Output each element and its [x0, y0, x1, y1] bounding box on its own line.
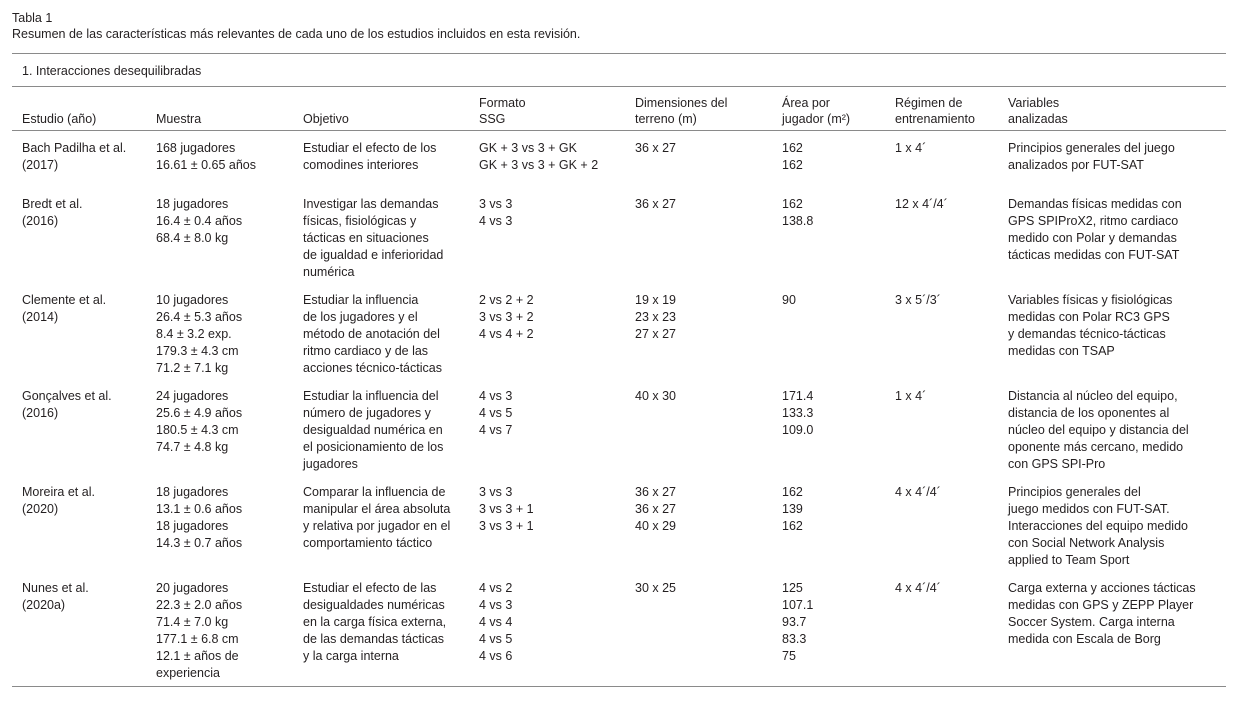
cell-area: 171.4 133.3 109.0 — [782, 389, 814, 437]
cell-regimen: 1 x 4´ — [895, 141, 927, 155]
cell-estudio: Moreira et al. (2020) — [22, 485, 95, 516]
cell-estudio: Nunes et al. (2020a) — [22, 581, 89, 612]
cell-formato: 2 vs 2 + 2 3 vs 3 + 2 4 vs 4 + 2 — [479, 293, 534, 341]
cell-variables: Principios generales del juego analizados por FUT-SAT — [1008, 141, 1175, 172]
cell-objetivo: Estudiar el efecto de los comodines interiores — [303, 141, 437, 172]
cell-area: 162 138.8 — [782, 197, 814, 228]
header-regimen: Régimen de entrenamiento — [895, 96, 975, 126]
cell-regimen: 4 x 4´/4´ — [895, 485, 941, 499]
cell-regimen: 4 x 4´/4´ — [895, 581, 941, 595]
cell-objetivo: Estudiar la influencia del número de jugadores y desigualdad numérica en el posicionamiento de los jugadores — [303, 389, 444, 471]
bottom-rule — [12, 686, 1226, 687]
cell-formato: 4 vs 2 4 vs 3 4 vs 4 4 vs 5 4 vs 6 — [479, 581, 513, 663]
cell-dimensiones: 36 x 27 — [635, 141, 677, 155]
table-caption: Resumen de las características más relevantes de cada uno de los estudios incluidos en esta revisión. — [12, 27, 581, 41]
cell-muestra: 20 jugadores 22.3 ± 2.0 años 71.4 ± 7.0 kg 177.1 ± 6.8 cm 12.1 ± años de experiencia — [156, 581, 243, 680]
cell-muestra: 168 jugadores 16.61 ± 0.65 años — [156, 141, 256, 172]
cell-variables: Variables físicas y fisiológicas medidas con Polar RC3 GPS y demandas técnico-tácticas medidas con TSAP — [1008, 293, 1173, 358]
cell-objetivo: Investigar las demandas físicas, fisiológicas y tácticas en situaciones de igualdad e inferioridad numérica — [303, 197, 444, 279]
section-rule — [12, 86, 1226, 87]
header-rule — [12, 130, 1226, 131]
cell-formato: GK + 3 vs 3 + GK GK + 3 vs 3 + GK + 2 — [479, 141, 599, 172]
cell-variables: Demandas físicas medidas con GPS SPIProX2, ritmo cardiaco medido con Polar y demandas tácticas medidas con FUT-SAT — [1008, 197, 1182, 262]
cell-estudio: Gonçalves et al. (2016) — [22, 389, 112, 420]
cell-formato: 4 vs 3 4 vs 5 4 vs 7 — [479, 389, 513, 437]
cell-regimen: 3 x 5´/3´ — [895, 293, 941, 307]
cell-regimen: 1 x 4´ — [895, 389, 927, 403]
cell-muestra: 18 jugadores 13.1 ± 0.6 años 18 jugadores 14.3 ± 0.7 años — [156, 485, 243, 550]
cell-variables: Carga externa y acciones tácticas medidas con GPS y ZEPP Player Soccer System. Carga interna medida con Escala de Borg — [1008, 581, 1196, 646]
cell-objetivo: Estudiar el efecto de las desigualdades numéricas en la carga física externa, de las demandas tácticas y la carga interna — [303, 581, 447, 663]
section-title: 1. Interacciones desequilibradas — [22, 64, 202, 78]
header-estudio: Estudio (año) — [22, 112, 97, 126]
table-caption-block — [12, 10, 580, 42]
cell-area: 90 — [782, 293, 796, 307]
header-variables: Variables analizadas — [1008, 96, 1068, 126]
cell-muestra: 18 jugadores 16.4 ± 0.4 años 68.4 ± 8.0 kg — [156, 197, 243, 245]
cell-dimensiones: 30 x 25 — [635, 581, 677, 595]
cell-formato: 3 vs 3 4 vs 3 — [479, 197, 513, 228]
cell-dimensiones: 40 x 30 — [635, 389, 677, 403]
cell-variables: Distancia al núcleo del equipo, distancia de los oponentes al núcleo del equipo y distancia del oponente más cercano, medido con GPS SPI-Pro — [1008, 389, 1189, 471]
header-objetivo: Objetivo — [303, 112, 349, 126]
header-dimensiones: Dimensiones del terreno (m) — [635, 96, 728, 126]
cell-estudio: Clemente et al. (2014) — [22, 293, 107, 324]
header-area: Área por jugador (m²) — [782, 96, 851, 126]
cell-muestra: 10 jugadores 26.4 ± 5.3 años 8.4 ± 3.2 exp. 179.3 ± 4.3 cm 71.2 ± 7.1 kg — [156, 293, 243, 375]
top-rule — [12, 53, 1226, 54]
cell-dimensiones: 19 x 19 23 x 23 27 x 27 — [635, 293, 677, 341]
cell-regimen: 12 x 4´/4´ — [895, 197, 948, 211]
cell-area: 162 139 162 — [782, 485, 803, 533]
cell-muestra: 24 jugadores 25.6 ± 4.9 años 180.5 ± 4.3 cm 74.7 ± 4.8 kg — [156, 389, 243, 454]
cell-area: 125 107.1 93.7 83.3 75 — [782, 581, 814, 663]
header-formato: Formato SSG — [479, 96, 526, 126]
table-title: Tabla 1 — [12, 11, 53, 25]
cell-objetivo: Comparar la influencia de manipular el área absoluta y relativa por jugador en el comportamiento táctico — [303, 485, 451, 550]
cell-dimensiones: 36 x 27 — [635, 197, 677, 211]
header-muestra: Muestra — [156, 112, 202, 126]
cell-estudio: Bach Padilha et al. (2017) — [22, 141, 127, 172]
cell-formato: 3 vs 3 3 vs 3 + 1 3 vs 3 + 1 — [479, 485, 534, 533]
cell-area: 162 162 — [782, 141, 803, 172]
cell-objetivo: Estudiar la influencia de los jugadores y el método de anotación del ritmo cardiaco y de las acciones técnico-tácticas — [303, 293, 442, 375]
cell-variables: Principios generales del juego medidos con FUT-SAT. Interacciones del equipo medido con Social Network Analysis applied to Team Sport — [1008, 485, 1188, 567]
cell-estudio: Bredt et al. (2016) — [22, 197, 83, 228]
cell-dimensiones: 36 x 27 36 x 27 40 x 29 — [635, 485, 677, 533]
